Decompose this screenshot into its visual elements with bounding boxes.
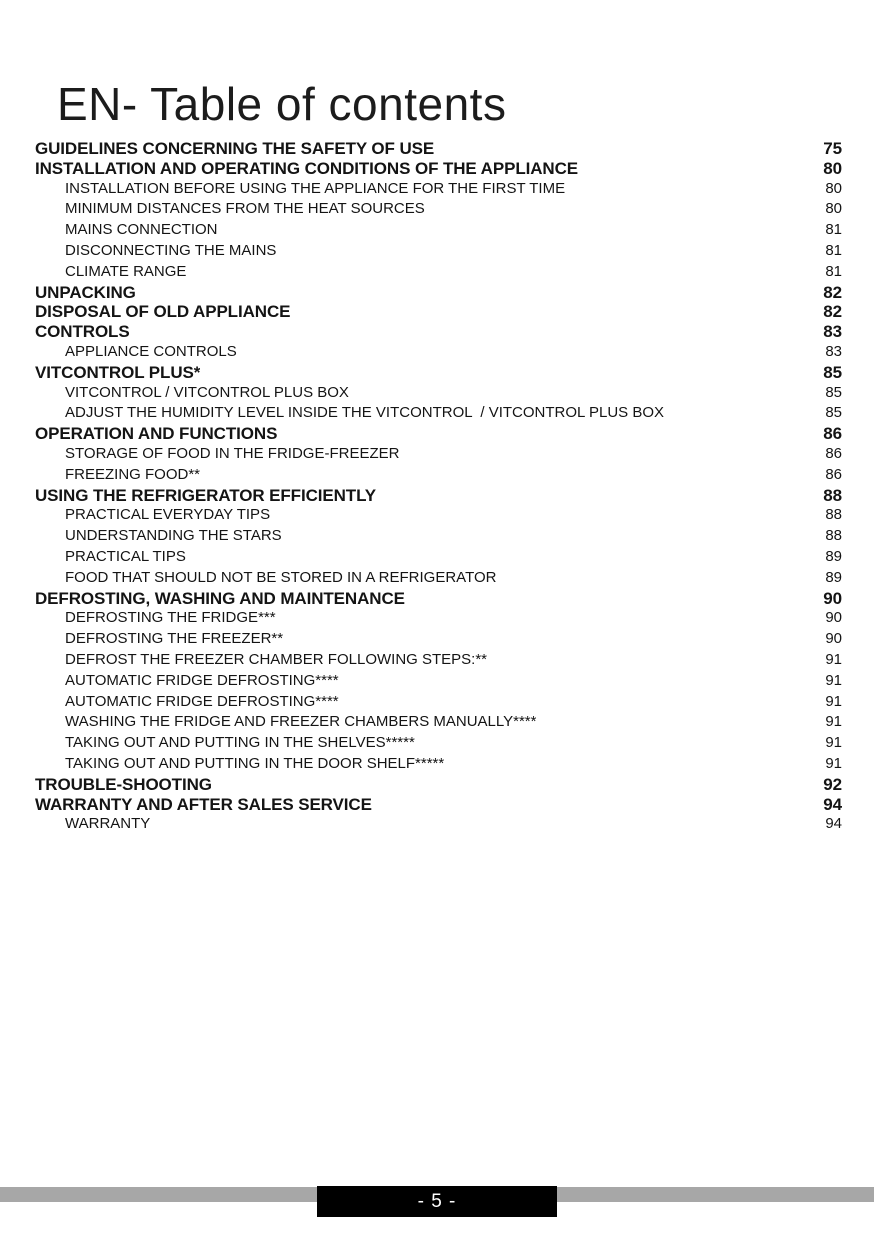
- toc-entry-label: TAKING OUT AND PUTTING IN THE DOOR SHELF*****: [65, 754, 445, 772]
- toc-entry-page: 86: [825, 444, 842, 462]
- page-title: EN- Table of contents: [57, 77, 507, 130]
- toc-entry-page: 89: [825, 568, 842, 586]
- toc-entry-label: VITCONTROL PLUS*: [35, 362, 201, 382]
- toc-entry-label: PRACTICAL EVERYDAY TIPS: [65, 506, 271, 524]
- toc-entry-label: MAINS CONNECTION: [65, 221, 218, 239]
- toc-entry-page: 86: [823, 424, 842, 444]
- toc-entry-label: INSTALLATION AND OPERATING CONDITIONS OF THE APPLIANCE: [35, 158, 578, 178]
- toc-entry-label: DISPOSAL OF OLD APPLIANCE: [35, 302, 291, 322]
- toc-entry: [35, 159, 842, 179]
- toc-entry-label: DISCONNECTING THE MAINS: [65, 241, 277, 259]
- toc-entry: [35, 139, 842, 159]
- toc-entry-page: 89: [825, 547, 842, 565]
- toc-entry-label: TROUBLE-SHOOTING: [35, 774, 212, 794]
- toc-entry: [35, 302, 842, 322]
- toc-entry-label: ADJUST THE HUMIDITY LEVEL INSIDE THE VITCONTROL / VITCONTROL PLUS BOX: [65, 404, 665, 422]
- toc-entry: [35, 262, 842, 283]
- toc-entry-label: AUTOMATIC FRIDGE DEFROSTING****: [65, 671, 339, 689]
- toc-entry-label: WARRANTY AND AFTER SALES SERVICE: [35, 794, 372, 814]
- toc-entry: [35, 814, 842, 835]
- toc-entry-label: TAKING OUT AND PUTTING IN THE SHELVES*****: [65, 734, 415, 752]
- toc-entry-label: UNPACKING: [35, 282, 136, 302]
- toc-entry-page: 83: [825, 342, 842, 360]
- toc-entry-page: 85: [825, 383, 842, 401]
- toc-entry-page: 80: [823, 158, 842, 178]
- toc-entry: [35, 486, 842, 506]
- toc-entry-page: 92: [823, 774, 842, 794]
- toc-entry: [35, 424, 842, 444]
- toc-entry-page: 81: [825, 262, 842, 280]
- toc-entry: [35, 283, 842, 303]
- toc-entry-page: 85: [825, 404, 842, 422]
- toc-entry-label: FREEZING FOOD**: [65, 465, 201, 483]
- footer-page-number: - 5 -: [317, 1186, 557, 1217]
- toc-entry-label: UNDERSTANDING THE STARS: [65, 527, 282, 545]
- toc-entry-page: 90: [825, 630, 842, 648]
- toc-entry-page: 90: [825, 609, 842, 627]
- toc-entry-page: 81: [825, 241, 842, 259]
- toc-entry-label: CLIMATE RANGE: [65, 262, 187, 280]
- toc-entry-label: VITCONTROL / VITCONTROL PLUS BOX: [65, 383, 349, 401]
- toc-entry-page: 82: [823, 282, 842, 302]
- toc-entry-page: 91: [825, 734, 842, 752]
- toc-entry-label: GUIDELINES CONCERNING THE SAFETY OF USE: [35, 139, 435, 158]
- toc-entry-page: 80: [825, 179, 842, 197]
- toc-entry-label: FOOD THAT SHOULD NOT BE STORED IN A REFRIGERATOR: [65, 568, 497, 586]
- toc-entry-label: DEFROSTING THE FREEZER**: [65, 630, 284, 648]
- toc-entry: [35, 363, 842, 383]
- toc-entry-page: 94: [825, 815, 842, 833]
- toc-entry-label: MINIMUM DISTANCES FROM THE HEAT SOURCES: [65, 200, 425, 218]
- toc-entry: [35, 671, 842, 692]
- toc-entry-page: 88: [825, 506, 842, 524]
- toc-entry: [35, 342, 842, 363]
- toc-entry-page: 81: [825, 221, 842, 239]
- toc-entry-label: CONTROLS: [35, 322, 130, 342]
- toc-entry-page: 88: [823, 485, 842, 505]
- toc-entry-page: 94: [823, 794, 842, 814]
- toc-entry: [35, 712, 842, 733]
- toc-entry-label: STORAGE OF FOOD IN THE FRIDGE-FREEZER: [65, 444, 400, 462]
- toc-entry: [35, 383, 842, 404]
- toc-entry-page: 88: [825, 527, 842, 545]
- toc-entry: [35, 199, 842, 220]
- toc-entry-label: DEFROSTING, WASHING AND MAINTENANCE: [35, 588, 405, 608]
- toc-entry-page: 80: [825, 200, 842, 218]
- toc-entry-label: INSTALLATION BEFORE USING THE APPLIANCE FOR THE FIRST TIME: [65, 179, 566, 197]
- toc-entry-page: 82: [823, 302, 842, 322]
- toc-entry: [35, 547, 842, 568]
- toc-entry-page: 91: [825, 754, 842, 772]
- toc-entry: [35, 322, 842, 342]
- toc-entry-label: APPLIANCE CONTROLS: [65, 342, 237, 360]
- toc-entry-page: 91: [825, 650, 842, 668]
- toc-entry-label: DEFROSTING THE FRIDGE***: [65, 609, 276, 627]
- toc-entry-label: WARRANTY: [65, 815, 151, 833]
- toc-entry-page: 90: [823, 588, 842, 608]
- toc-entry: [35, 589, 842, 609]
- toc-entry-page: 91: [825, 713, 842, 731]
- toc-entry-page: 91: [825, 671, 842, 689]
- toc-entry: [35, 403, 842, 424]
- toc-entry: [35, 526, 842, 547]
- toc-entry-label: PRACTICAL TIPS: [65, 547, 186, 565]
- toc-entry-label: AUTOMATIC FRIDGE DEFROSTING****: [65, 692, 339, 710]
- toc-entry-label: DEFROST THE FREEZER CHAMBER FOLLOWING STEPS:**: [65, 650, 488, 668]
- toc-entry: [35, 650, 842, 671]
- toc-entry: [35, 505, 842, 526]
- toc-entry: [35, 241, 842, 262]
- toc-list: [35, 139, 842, 835]
- toc-entry-label: OPERATION AND FUNCTIONS: [35, 424, 278, 444]
- toc-entry-label: USING THE REFRIGERATOR EFFICIENTLY: [35, 485, 377, 505]
- toc-entry: [35, 692, 842, 713]
- toc-entry: [35, 795, 842, 815]
- toc-entry: [35, 465, 842, 486]
- toc-entry: [35, 444, 842, 465]
- toc-entry-page: 75: [823, 139, 842, 158]
- toc-entry: [35, 629, 842, 650]
- toc-entry: [35, 608, 842, 629]
- toc-entry: [35, 179, 842, 200]
- toc-entry: [35, 568, 842, 589]
- toc-entry: [35, 733, 842, 754]
- toc-entry-page: 86: [825, 465, 842, 483]
- toc-entry-page: 85: [823, 362, 842, 382]
- toc-entry-label: WASHING THE FRIDGE AND FREEZER CHAMBERS MANUALLY****: [65, 713, 537, 731]
- toc-entry-page: 91: [825, 692, 842, 710]
- toc-entry: [35, 220, 842, 241]
- toc-entry: [35, 775, 842, 795]
- toc-entry: [35, 754, 842, 775]
- toc-entry-page: 83: [823, 322, 842, 342]
